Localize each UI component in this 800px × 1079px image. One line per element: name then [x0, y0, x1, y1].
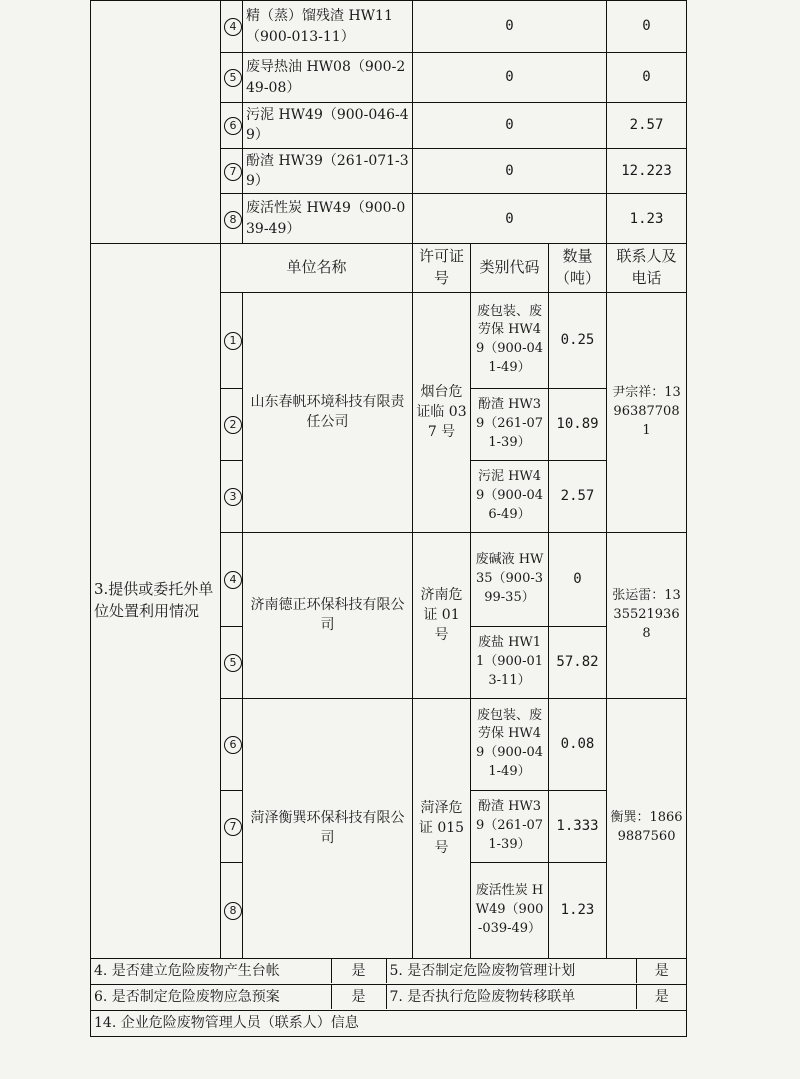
- quantity: 57.82: [549, 626, 607, 698]
- waste-value-a: 0: [413, 53, 607, 103]
- hazardous-waste-table: [90, 0, 687, 1037]
- category-code: 酚渣 HW39（261-071-39）: [471, 388, 549, 460]
- row-index: 2: [224, 416, 242, 434]
- waste-name: 污泥 HW49（900-046-49）: [243, 103, 413, 149]
- waste-name: 酚渣 HW39（261-071-39）: [243, 148, 413, 194]
- section14-row: [91, 1010, 687, 1036]
- question-text: 5. 是否制定危险废物管理计划: [386, 959, 636, 983]
- company-license: 烟台危证临 037 号: [413, 292, 471, 532]
- question-text: 4. 是否建立危险废物产生台帐: [91, 959, 331, 983]
- company-name: 济南德正环保科技有限公司: [243, 532, 413, 698]
- waste-value-b: 2.57: [607, 103, 687, 149]
- quantity: 0.08: [549, 698, 607, 790]
- question-answer: 是: [331, 985, 386, 1009]
- waste-value-b: 1.23: [607, 194, 687, 244]
- company-license: 济南危证 01 号: [413, 532, 471, 698]
- row-index: 6: [224, 736, 242, 754]
- question-answer: 是: [654, 989, 669, 1006]
- category-code: 废包装、废劳保 HW49（900-041-49）: [471, 698, 549, 790]
- question-answer: 是: [331, 959, 386, 983]
- section14-title: 14. 企业危险废物管理人员（联系人）信息: [91, 1010, 687, 1036]
- header-license: 许可证号: [413, 244, 471, 293]
- contact: 衡巽：18669887560: [607, 698, 687, 958]
- waste-value-a: 0: [413, 1, 607, 53]
- row-index: 4: [224, 18, 242, 36]
- row-index: 8: [224, 902, 242, 920]
- row-index: 7: [224, 818, 242, 836]
- category-code: 废活性炭 HW49（900-039-49）: [471, 862, 549, 958]
- question-row: [91, 958, 687, 984]
- waste-name: 废活性炭 HW49（900-039-49）: [243, 194, 413, 244]
- question-text: 6. 是否制定危险废物应急预案: [91, 985, 331, 1009]
- question-row: [91, 984, 687, 1010]
- header-category: 类别代码: [471, 244, 549, 293]
- table-row: [91, 1, 687, 53]
- company-license: 菏泽危证 015 号: [413, 698, 471, 958]
- row-index: 1: [224, 332, 242, 350]
- row-index: 5: [224, 69, 242, 87]
- contact: 尹宗祥：13963877081: [607, 292, 687, 532]
- waste-value-a: 0: [413, 148, 607, 194]
- category-code: 酚渣 HW39（261-071-39）: [471, 790, 549, 862]
- category-code: 废碱液 HW35（900-399-35）: [471, 532, 549, 626]
- company-name: 山东春帆环境科技有限责任公司: [243, 292, 413, 532]
- company-name: 菏泽衡巽环保科技有限公司: [243, 698, 413, 958]
- waste-value-a: 0: [413, 194, 607, 244]
- header-contact: 联系人及电话: [607, 244, 687, 293]
- left-blank-cell: [91, 1, 221, 244]
- waste-value-b: 0: [607, 53, 687, 103]
- quantity: 1.333: [549, 790, 607, 862]
- quantity: 2.57: [549, 460, 607, 532]
- waste-name: 精（蒸）馏残渣 HW11（900-013-11）: [243, 1, 413, 53]
- category-code: 废包装、废劳保 HW49（900-041-49）: [471, 292, 549, 388]
- waste-value-a: 0: [413, 103, 607, 149]
- category-code: 废盐 HW11（900-013-11）: [471, 626, 549, 698]
- section3-header-row: [91, 244, 687, 293]
- waste-value-b: 0: [607, 1, 687, 53]
- waste-name: 废导热油 HW08（900-249-08）: [243, 53, 413, 103]
- header-quantity: 数量（吨）: [549, 244, 607, 293]
- header-unit-name: 单位名称: [221, 244, 413, 293]
- row-index: 8: [224, 211, 242, 229]
- section3-title: 3.提供或委托外单位处置利用情况: [91, 244, 221, 959]
- quantity: 0.25: [549, 292, 607, 388]
- waste-value-b: 12.223: [607, 148, 687, 194]
- question-answer: 是: [654, 963, 669, 980]
- row-index: 3: [224, 488, 242, 506]
- quantity: 10.89: [549, 388, 607, 460]
- quantity: 0: [549, 532, 607, 626]
- row-index: 6: [224, 117, 242, 135]
- question-text: 7. 是否执行危险废物转移联单: [386, 985, 636, 1009]
- row-index: 4: [224, 571, 242, 589]
- row-index: 5: [224, 654, 242, 672]
- row-index: 7: [224, 163, 242, 181]
- contact: 张运雷：13355219368: [607, 532, 687, 698]
- category-code: 污泥 HW49（900-046-49）: [471, 460, 549, 532]
- quantity: 1.23: [549, 862, 607, 958]
